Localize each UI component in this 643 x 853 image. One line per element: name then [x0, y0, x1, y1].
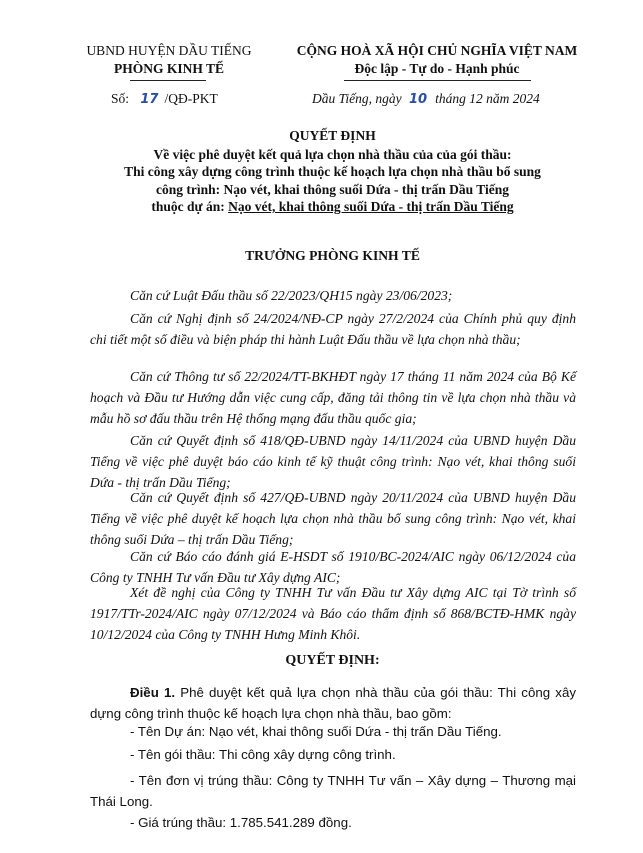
department-name: PHÒNG KINH TẾ: [113, 61, 225, 76]
doc-type: QUYẾT ĐỊNH: [289, 128, 376, 143]
basis-1: Căn cứ Luật Đấu thầu số 22/2023/QH15 ngày 23/06/2023;: [130, 288, 453, 303]
title-line-2: Thi công xây dựng công trình thuộc kế hoạch lựa chọn nhà thầu bổ sung: [124, 164, 541, 179]
country-name: CỘNG HOÀ XÃ HỘI CHỦ NGHĨA VIỆT NAM: [296, 43, 578, 58]
basis-4: Căn cứ Quyết định số 418/QĐ-UBND ngày 14/11/2024 của UBND huyện Dầu Tiếng về việc phê duyệt báo cáo kinh tế kỹ thuật công trình: Nạo vét, khai thông suối Dứa - thị trấn Dầu Tiếng;: [90, 433, 576, 490]
article-1-item-3: - Tên đơn vị trúng thầu: Công ty TNHH Tư vấn – Xây dựng – Thương mại Thái Long.: [90, 773, 576, 809]
title-line-1: Về việc phê duyệt kết quả lựa chọn nhà thầu của của gói thầu:: [153, 146, 512, 162]
handwritten-number: 17: [140, 92, 159, 107]
article-1-text: Phê duyệt kết quả lựa chọn nhà thầu của gói thầu: Thi công xây dựng công trình thuộc kế hoạch lựa chọn nhà thầu, bao gồm:: [90, 685, 576, 721]
article-1-item-2: - Tên gói thầu: Thi công xây dựng công trình.: [130, 747, 396, 762]
basis-5: Căn cứ Quyết định số 427/QĐ-UBND ngày 20/11/2024 của UBND huyện Dầu Tiếng về việc phê duyệt kế hoạch lựa chọn nhà thầu bổ sung công trình: Nạo vét, khai thông suối Dứa – thị trấn Dầu Tiếng;: [90, 490, 576, 547]
document-title: [60, 127, 605, 216]
basis-7: Xét đề nghị của Công ty TNHH Tư vấn Đầu tư Xây dựng AIC tại Tờ trình số 1917/TTr-2024/AIC ngày 07/12/2024 và Báo cáo thẩm định số 868/BCTĐ-HMK ngày 10/12/2024 của Công ty TNHH Hưng Minh Khôi.: [90, 585, 576, 642]
basis-2: Căn cứ Nghị định số 24/2024/NĐ-CP ngày 27/2/2024 của Chính phủ quy định chi tiết một số điều và biện pháp thi hành Luật Đấu thầu về lựa chọn nhà thầu;: [90, 311, 576, 347]
project-name-underlined: Nạo vét, khai thông suối Dứa - thị trấn Dầu Tiếng: [228, 199, 514, 214]
authority-heading: TRƯỞNG PHÒNG KINH TẾ: [245, 248, 420, 263]
article-1-item-1: - Tên Dự án: Nạo vét, khai thông suối Dứa - thị trấn Dầu Tiếng.: [130, 724, 502, 739]
agency-underline: [130, 80, 206, 81]
motto: Độc lập - Tự do - Hạnh phúc: [354, 61, 520, 76]
title-line-4: thuộc dự án: Nạo vét, khai thông suối Dứa - thị trấn Dầu Tiếng: [151, 199, 514, 214]
title-line-3: công trình: Nạo vét, khai thông suối Dứa - thị trấn Dầu Tiếng: [155, 181, 510, 197]
basis-6: Căn cứ Báo cáo đánh giá E-HSDT số 1910/BC-2024/AIC ngày 06/12/2024 của Công ty TNHH Tư vấn Đầu tư Xây dựng AIC;: [90, 549, 576, 585]
agency-block: [78, 42, 260, 78]
document-number: Số: 17 /QĐ-PKT: [111, 91, 218, 107]
decision-heading: QUYẾT ĐỊNH:: [285, 653, 380, 668]
place-date: Dầu Tiếng, ngày 10 tháng 12 năm 2024: [312, 91, 540, 107]
motto-block: [282, 42, 592, 78]
basis-3: Căn cứ Thông tư số 22/2024/TT-BKHĐT ngày 17 tháng 11 năm 2024 của Bộ Kế hoạch và Đầu tư Hướng dẫn việc cung cấp, đăng tải thông tin về lựa chọn nhà thầu và mẫu hồ sơ đấu thầu trên Hệ thống mạng đấu thầu quốc gia;: [90, 369, 576, 426]
article-1-item-4: - Giá trúng thầu: 1.785.541.289 đồng.: [130, 815, 352, 830]
article-1: [90, 682, 576, 724]
article-1-label: Điều 1.: [130, 685, 176, 700]
agency-name: UBND HUYỆN DẦU TIẾNG: [86, 43, 252, 58]
handwritten-day: 10: [409, 92, 428, 107]
motto-underline: [344, 80, 531, 81]
